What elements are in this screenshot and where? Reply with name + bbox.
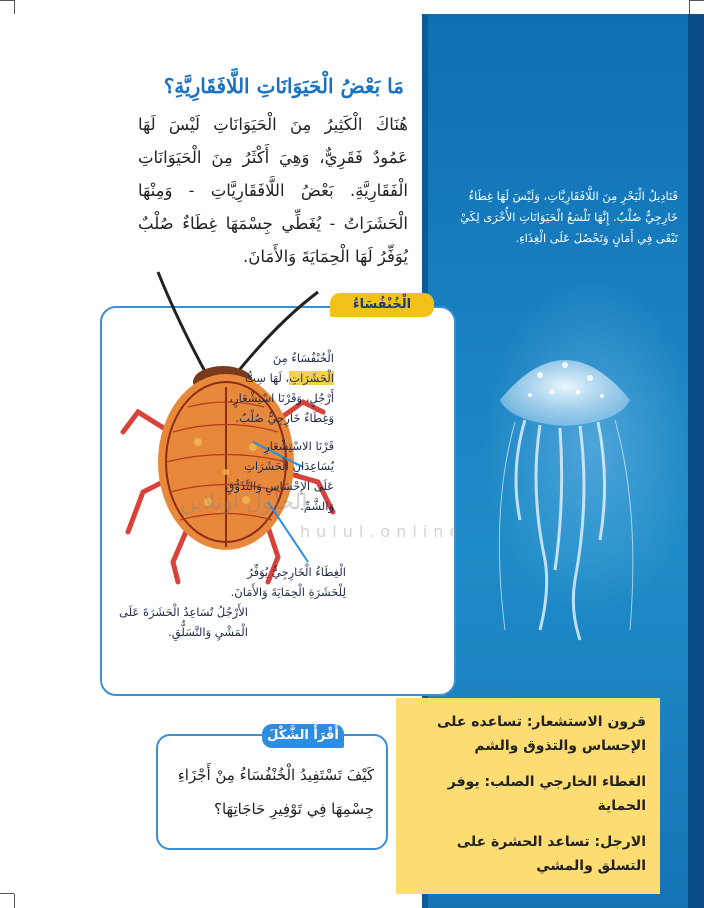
beetle-note-insect [224,348,334,428]
beetle-note-legs: الأَرْجُلُ تُسَاعِدُ الْحَشَرَةَ عَلَى الْمَشْيِ وَالتَّسَلُّقِ. [119,605,248,639]
jellyfish-image [470,330,660,650]
beetle-note-insect-part1: الْخُنْفُسَاءُ مِنَ [272,351,334,365]
watermark-latin: hulul.online [300,522,466,541]
read-figure-tag: أَقْرَأُ الشَّكْلَ [262,724,344,748]
answer-legs: الارجل: تساعد الحشرة على التسلق والمشي [456,834,646,874]
beetle-note-antennae: قَرْنَا الاسْتِشْعَارِ يُسَاعِدَانِ الْحَشَرَاتِ عَلَى الإِحْسَاسِ وَالتَّذَوُّقِ وَالشَّمِّ. [225,439,334,513]
section-heading: مَا بَعْضُ الْحَيَوَانَاتِ اللَّافَقَارِيَّةِ؟ [163,74,404,98]
answer-box [396,698,660,894]
beetle-note-insect-highlight: الْحَشَرَاتِ [289,371,334,385]
answer-shell: الغطاء الخارجي الصلب: يوفر الحماية [447,774,646,814]
beetle-note-shell: الْغِطَاءُ الْخَارِجِيُّ يُوَفِّرُ لِلْحَشَرَةِ الْحِمَايَةَ وَالأَمَانَ. [230,565,346,599]
jellyfish-caption: قَنَادِيلُ الْبَحْرِ مِنَ اللَّافَقَارِيَّاتِ، وَلَيْسَ لَهَا غِطَاءٌ خَارِجِيٌّ صُلْبٌ. إِنَّهَا تَلْسَعُ الْحَيَوَانَاتِ الأُخْرَى لِكَيْ تَبْقَى فِي أَمَانٍ وَتَحْصُلَ عَلَى الْغِذَاءِ. [460,189,678,245]
page-edge-strip [688,14,704,908]
beetle-note-insect-part2: ، لَهَا سِتُّ أَرْجُلٍ، وَقَرْنَا اسْتِشْعَارٍ، وَغِطَاءٌ خَارِجِيٌّ صُلْبٌ. [229,371,334,425]
watermark-arabic: الحلول اونلاين [180,490,308,515]
beetle-tag: الْخُنْفُسَاءُ [330,293,434,317]
answer-antennae: قرون الاستشعار: تساعده على الإحساس والتذوق والشم [436,714,646,754]
intro-paragraph: هُنَاكَ الْكَثِيرُ مِنَ الْحَيَوَانَاتِ لَيْسَ لَهَا عَمُودٌ فَقَرِيٌّ، وَهِيَ أَكْثَرُ مِنَ الْحَيَوَانَاتِ الْفَقَارِيَّةِ. بَعْضُ اللَّافَقَارِيَّاتِ - وَمِنْهَا الْحَشَرَاتُ - يُغَطِّي جِسْمَهَا غِطَاءٌ صُلْبٌ يُوَفِّرُ لَهَا الْحِمَايَةَ وَالأَمَانَ. [138,115,408,266]
read-figure-question: كَيْفَ تَسْتَفِيدُ الْخُنْفُسَاءُ مِنْ أَجْزَاءِ جِسْمِهَا فِي تَوْفِيرِ حَاجَاتِهَا؟ [177,766,374,818]
